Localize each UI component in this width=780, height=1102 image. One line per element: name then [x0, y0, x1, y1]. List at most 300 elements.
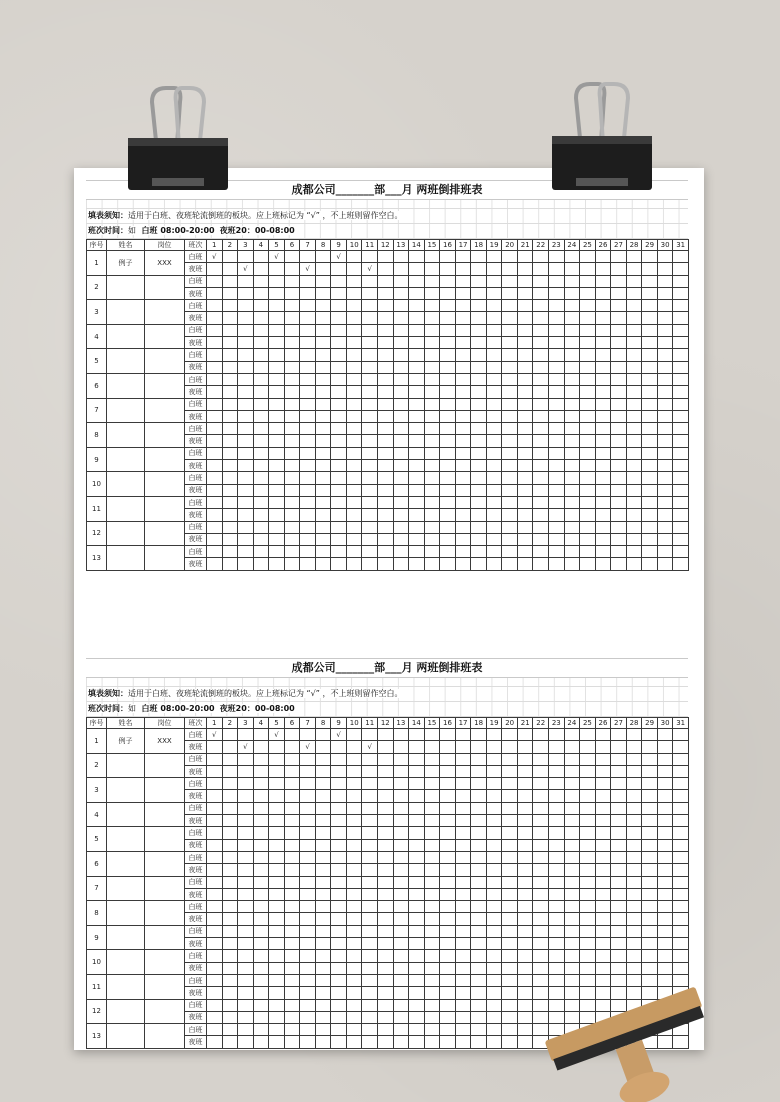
- day-cell[interactable]: [517, 888, 533, 900]
- day-cell[interactable]: [222, 778, 238, 790]
- day-cell[interactable]: [611, 423, 627, 435]
- day-cell[interactable]: [486, 827, 502, 839]
- day-cell[interactable]: [549, 925, 565, 937]
- day-cell[interactable]: [424, 423, 440, 435]
- day-cell[interactable]: [471, 815, 487, 827]
- day-cell[interactable]: [455, 509, 471, 521]
- day-cell[interactable]: [657, 864, 673, 876]
- day-cell[interactable]: [549, 435, 565, 447]
- day-cell[interactable]: [549, 950, 565, 962]
- day-cell[interactable]: [595, 398, 611, 410]
- day-cell[interactable]: [378, 484, 394, 496]
- day-cell[interactable]: [642, 864, 658, 876]
- day-cell[interactable]: [673, 851, 689, 863]
- day-cell[interactable]: [642, 496, 658, 508]
- day-cell[interactable]: [424, 496, 440, 508]
- day-cell[interactable]: [378, 851, 394, 863]
- day-cell[interactable]: [611, 558, 627, 570]
- day-cell[interactable]: [300, 950, 316, 962]
- day-cell[interactable]: [549, 901, 565, 913]
- day-cell[interactable]: [486, 962, 502, 974]
- day-cell[interactable]: [315, 1036, 331, 1048]
- day-cell[interactable]: [455, 373, 471, 385]
- day-cell[interactable]: [533, 484, 549, 496]
- day-cell[interactable]: [455, 938, 471, 950]
- day-cell[interactable]: [471, 386, 487, 398]
- day-cell[interactable]: [486, 974, 502, 986]
- day-cell[interactable]: [533, 753, 549, 765]
- day-cell[interactable]: [455, 275, 471, 287]
- day-cell[interactable]: [300, 460, 316, 472]
- day-cell[interactable]: [440, 361, 456, 373]
- day-cell[interactable]: [331, 275, 347, 287]
- day-cell[interactable]: [580, 324, 596, 336]
- day-cell[interactable]: [626, 435, 642, 447]
- day-cell[interactable]: [471, 999, 487, 1011]
- day-cell[interactable]: [517, 398, 533, 410]
- day-cell[interactable]: [284, 496, 300, 508]
- day-cell[interactable]: [486, 410, 502, 422]
- day-cell[interactable]: [238, 938, 254, 950]
- day-cell[interactable]: [642, 263, 658, 275]
- day-cell[interactable]: [222, 300, 238, 312]
- day-cell[interactable]: [502, 753, 518, 765]
- day-cell[interactable]: [533, 790, 549, 802]
- check-mark[interactable]: √: [207, 729, 223, 741]
- day-cell[interactable]: [533, 373, 549, 385]
- day-cell[interactable]: [269, 1024, 285, 1036]
- day-cell[interactable]: [455, 533, 471, 545]
- day-cell[interactable]: [222, 324, 238, 336]
- day-cell[interactable]: [222, 373, 238, 385]
- day-cell[interactable]: [595, 263, 611, 275]
- day-cell[interactable]: [222, 999, 238, 1011]
- day-cell[interactable]: [300, 484, 316, 496]
- day-cell[interactable]: [238, 765, 254, 777]
- day-cell[interactable]: [424, 790, 440, 802]
- day-cell[interactable]: [642, 509, 658, 521]
- day-cell[interactable]: [642, 337, 658, 349]
- day-cell[interactable]: [564, 802, 580, 814]
- day-cell[interactable]: [300, 324, 316, 336]
- day-cell[interactable]: [315, 398, 331, 410]
- day-cell[interactable]: [222, 950, 238, 962]
- day-cell[interactable]: [424, 361, 440, 373]
- day-cell[interactable]: [595, 827, 611, 839]
- day-cell[interactable]: [657, 839, 673, 851]
- day-cell[interactable]: [580, 839, 596, 851]
- day-cell[interactable]: [642, 447, 658, 459]
- day-cell[interactable]: [253, 729, 269, 741]
- day-cell[interactable]: [253, 373, 269, 385]
- day-cell[interactable]: [549, 373, 565, 385]
- day-cell[interactable]: [440, 275, 456, 287]
- day-cell[interactable]: [626, 484, 642, 496]
- day-cell[interactable]: [284, 546, 300, 558]
- day-cell[interactable]: [238, 987, 254, 999]
- day-cell[interactable]: [253, 913, 269, 925]
- day-cell[interactable]: [253, 962, 269, 974]
- day-cell[interactable]: [673, 410, 689, 422]
- day-cell[interactable]: [517, 337, 533, 349]
- day-cell[interactable]: [564, 263, 580, 275]
- check-mark[interactable]: √: [269, 729, 285, 741]
- day-cell[interactable]: [642, 361, 658, 373]
- day-cell[interactable]: [486, 790, 502, 802]
- day-cell[interactable]: [238, 484, 254, 496]
- day-cell[interactable]: [455, 398, 471, 410]
- day-cell[interactable]: [315, 509, 331, 521]
- day-cell[interactable]: [222, 533, 238, 545]
- day-cell[interactable]: [238, 349, 254, 361]
- day-cell[interactable]: [657, 324, 673, 336]
- check-mark[interactable]: √: [362, 263, 378, 275]
- day-cell[interactable]: [533, 765, 549, 777]
- day-cell[interactable]: [455, 410, 471, 422]
- day-cell[interactable]: [409, 521, 425, 533]
- day-cell[interactable]: [564, 533, 580, 545]
- day-cell[interactable]: [238, 410, 254, 422]
- day-cell[interactable]: [549, 962, 565, 974]
- day-cell[interactable]: [253, 312, 269, 324]
- day-cell[interactable]: [595, 839, 611, 851]
- day-cell[interactable]: [362, 447, 378, 459]
- day-cell[interactable]: [207, 324, 223, 336]
- day-cell[interactable]: [580, 509, 596, 521]
- day-cell[interactable]: [331, 312, 347, 324]
- day-cell[interactable]: [580, 423, 596, 435]
- position-cell[interactable]: [145, 1024, 185, 1049]
- day-cell[interactable]: [315, 337, 331, 349]
- day-cell[interactable]: [471, 925, 487, 937]
- day-cell[interactable]: [331, 765, 347, 777]
- day-cell[interactable]: [284, 1036, 300, 1048]
- day-cell[interactable]: [362, 546, 378, 558]
- day-cell[interactable]: [315, 373, 331, 385]
- day-cell[interactable]: [471, 938, 487, 950]
- day-cell[interactable]: [642, 741, 658, 753]
- day-cell[interactable]: [238, 802, 254, 814]
- day-cell[interactable]: [207, 447, 223, 459]
- day-cell[interactable]: [611, 546, 627, 558]
- day-cell[interactable]: [626, 373, 642, 385]
- day-cell[interactable]: [378, 876, 394, 888]
- day-cell[interactable]: [315, 521, 331, 533]
- day-cell[interactable]: [238, 815, 254, 827]
- check-mark[interactable]: √: [238, 741, 254, 753]
- position-cell[interactable]: [145, 300, 185, 325]
- day-cell[interactable]: [533, 496, 549, 508]
- day-cell[interactable]: [564, 925, 580, 937]
- day-cell[interactable]: [580, 533, 596, 545]
- day-cell[interactable]: [486, 373, 502, 385]
- day-cell[interactable]: [471, 901, 487, 913]
- day-cell[interactable]: [253, 509, 269, 521]
- check-mark[interactable]: √: [331, 251, 347, 263]
- day-cell[interactable]: [378, 778, 394, 790]
- day-cell[interactable]: [238, 300, 254, 312]
- day-cell[interactable]: [393, 287, 409, 299]
- day-cell[interactable]: [642, 398, 658, 410]
- employee-name-cell[interactable]: [107, 398, 145, 423]
- day-cell[interactable]: [533, 312, 549, 324]
- day-cell[interactable]: [673, 521, 689, 533]
- day-cell[interactable]: [222, 472, 238, 484]
- day-cell[interactable]: [642, 484, 658, 496]
- day-cell[interactable]: [222, 312, 238, 324]
- day-cell[interactable]: [269, 484, 285, 496]
- day-cell[interactable]: [533, 558, 549, 570]
- day-cell[interactable]: [409, 287, 425, 299]
- day-cell[interactable]: [455, 778, 471, 790]
- day-cell[interactable]: [517, 349, 533, 361]
- day-cell[interactable]: [657, 729, 673, 741]
- day-cell[interactable]: [502, 790, 518, 802]
- day-cell[interactable]: [207, 815, 223, 827]
- day-cell[interactable]: [564, 888, 580, 900]
- day-cell[interactable]: [455, 876, 471, 888]
- day-cell[interactable]: [393, 533, 409, 545]
- day-cell[interactable]: [378, 558, 394, 570]
- day-cell[interactable]: [471, 509, 487, 521]
- day-cell[interactable]: [626, 827, 642, 839]
- day-cell[interactable]: [486, 460, 502, 472]
- day-cell[interactable]: [393, 300, 409, 312]
- day-cell[interactable]: [315, 472, 331, 484]
- day-cell[interactable]: [378, 1024, 394, 1036]
- position-cell[interactable]: XXX: [145, 729, 185, 754]
- day-cell[interactable]: [580, 435, 596, 447]
- day-cell[interactable]: [595, 324, 611, 336]
- day-cell[interactable]: [486, 1036, 502, 1048]
- day-cell[interactable]: [486, 765, 502, 777]
- day-cell[interactable]: [564, 901, 580, 913]
- day-cell[interactable]: [269, 938, 285, 950]
- day-cell[interactable]: [564, 386, 580, 398]
- day-cell[interactable]: [611, 962, 627, 974]
- day-cell[interactable]: [564, 410, 580, 422]
- day-cell[interactable]: [346, 913, 362, 925]
- day-cell[interactable]: [409, 1011, 425, 1023]
- day-cell[interactable]: [455, 913, 471, 925]
- day-cell[interactable]: [517, 558, 533, 570]
- day-cell[interactable]: [393, 546, 409, 558]
- day-cell[interactable]: [253, 1011, 269, 1023]
- day-cell[interactable]: [471, 888, 487, 900]
- day-cell[interactable]: [595, 373, 611, 385]
- day-cell[interactable]: [362, 999, 378, 1011]
- day-cell[interactable]: [315, 987, 331, 999]
- day-cell[interactable]: [657, 950, 673, 962]
- day-cell[interactable]: [533, 913, 549, 925]
- day-cell[interactable]: [673, 287, 689, 299]
- day-cell[interactable]: [611, 263, 627, 275]
- day-cell[interactable]: [207, 521, 223, 533]
- day-cell[interactable]: [673, 546, 689, 558]
- day-cell[interactable]: [564, 423, 580, 435]
- day-cell[interactable]: [595, 913, 611, 925]
- day-cell[interactable]: [409, 349, 425, 361]
- day-cell[interactable]: [580, 753, 596, 765]
- day-cell[interactable]: [300, 398, 316, 410]
- day-cell[interactable]: [486, 876, 502, 888]
- day-cell[interactable]: [580, 484, 596, 496]
- day-cell[interactable]: [486, 300, 502, 312]
- day-cell[interactable]: [238, 753, 254, 765]
- day-cell[interactable]: [533, 851, 549, 863]
- day-cell[interactable]: [471, 337, 487, 349]
- day-cell[interactable]: [455, 435, 471, 447]
- day-cell[interactable]: [207, 300, 223, 312]
- day-cell[interactable]: [378, 999, 394, 1011]
- day-cell[interactable]: [517, 938, 533, 950]
- day-cell[interactable]: [315, 496, 331, 508]
- day-cell[interactable]: [455, 802, 471, 814]
- day-cell[interactable]: [393, 496, 409, 508]
- day-cell[interactable]: [455, 1024, 471, 1036]
- day-cell[interactable]: [207, 802, 223, 814]
- day-cell[interactable]: [238, 386, 254, 398]
- day-cell[interactable]: [207, 950, 223, 962]
- day-cell[interactable]: [626, 251, 642, 263]
- day-cell[interactable]: [424, 974, 440, 986]
- day-cell[interactable]: [673, 324, 689, 336]
- day-cell[interactable]: [207, 275, 223, 287]
- day-cell[interactable]: [626, 888, 642, 900]
- day-cell[interactable]: [564, 839, 580, 851]
- day-cell[interactable]: [331, 864, 347, 876]
- day-cell[interactable]: [595, 802, 611, 814]
- day-cell[interactable]: [471, 974, 487, 986]
- day-cell[interactable]: [486, 496, 502, 508]
- day-cell[interactable]: [331, 876, 347, 888]
- day-cell[interactable]: [207, 398, 223, 410]
- day-cell[interactable]: [502, 1024, 518, 1036]
- day-cell[interactable]: [657, 753, 673, 765]
- day-cell[interactable]: [673, 765, 689, 777]
- day-cell[interactable]: [331, 509, 347, 521]
- day-cell[interactable]: [378, 938, 394, 950]
- day-cell[interactable]: [533, 263, 549, 275]
- day-cell[interactable]: [362, 373, 378, 385]
- day-cell[interactable]: [346, 753, 362, 765]
- day-cell[interactable]: [238, 509, 254, 521]
- employee-name-cell[interactable]: [107, 925, 145, 950]
- day-cell[interactable]: [657, 398, 673, 410]
- day-cell[interactable]: [440, 827, 456, 839]
- day-cell[interactable]: [362, 410, 378, 422]
- day-cell[interactable]: [673, 925, 689, 937]
- day-cell[interactable]: [657, 300, 673, 312]
- day-cell[interactable]: [331, 901, 347, 913]
- day-cell[interactable]: [238, 521, 254, 533]
- day-cell[interactable]: [580, 950, 596, 962]
- day-cell[interactable]: [673, 349, 689, 361]
- position-cell[interactable]: [145, 546, 185, 571]
- day-cell[interactable]: [393, 435, 409, 447]
- day-cell[interactable]: [533, 337, 549, 349]
- day-cell[interactable]: [673, 373, 689, 385]
- day-cell[interactable]: [362, 349, 378, 361]
- day-cell[interactable]: [440, 496, 456, 508]
- day-cell[interactable]: [222, 790, 238, 802]
- day-cell[interactable]: [611, 729, 627, 741]
- day-cell[interactable]: [269, 324, 285, 336]
- day-cell[interactable]: [455, 423, 471, 435]
- day-cell[interactable]: [378, 435, 394, 447]
- day-cell[interactable]: [564, 300, 580, 312]
- day-cell[interactable]: [471, 1024, 487, 1036]
- day-cell[interactable]: [222, 263, 238, 275]
- day-cell[interactable]: [657, 496, 673, 508]
- day-cell[interactable]: [409, 460, 425, 472]
- day-cell[interactable]: [409, 361, 425, 373]
- day-cell[interactable]: [300, 275, 316, 287]
- day-cell[interactable]: [253, 447, 269, 459]
- day-cell[interactable]: [611, 398, 627, 410]
- day-cell[interactable]: [533, 546, 549, 558]
- day-cell[interactable]: [502, 1011, 518, 1023]
- day-cell[interactable]: [253, 410, 269, 422]
- day-cell[interactable]: [393, 263, 409, 275]
- position-cell[interactable]: [145, 778, 185, 803]
- day-cell[interactable]: [253, 435, 269, 447]
- day-cell[interactable]: [657, 287, 673, 299]
- day-cell[interactable]: [300, 729, 316, 741]
- day-cell[interactable]: [517, 864, 533, 876]
- day-cell[interactable]: [393, 888, 409, 900]
- day-cell[interactable]: [657, 509, 673, 521]
- day-cell[interactable]: [517, 999, 533, 1011]
- day-cell[interactable]: [642, 913, 658, 925]
- day-cell[interactable]: [626, 802, 642, 814]
- day-cell[interactable]: [564, 447, 580, 459]
- day-cell[interactable]: [455, 851, 471, 863]
- day-cell[interactable]: [502, 974, 518, 986]
- day-cell[interactable]: [284, 484, 300, 496]
- day-cell[interactable]: [393, 790, 409, 802]
- day-cell[interactable]: [409, 851, 425, 863]
- day-cell[interactable]: [424, 1024, 440, 1036]
- day-cell[interactable]: [269, 802, 285, 814]
- day-cell[interactable]: [455, 741, 471, 753]
- day-cell[interactable]: [346, 484, 362, 496]
- day-cell[interactable]: [549, 337, 565, 349]
- day-cell[interactable]: [471, 435, 487, 447]
- day-cell[interactable]: [580, 765, 596, 777]
- day-cell[interactable]: [238, 876, 254, 888]
- day-cell[interactable]: [549, 496, 565, 508]
- employee-name-cell[interactable]: [107, 373, 145, 398]
- day-cell[interactable]: [580, 888, 596, 900]
- day-cell[interactable]: [315, 876, 331, 888]
- day-cell[interactable]: [300, 410, 316, 422]
- day-cell[interactable]: [611, 815, 627, 827]
- day-cell[interactable]: [673, 778, 689, 790]
- day-cell[interactable]: [611, 361, 627, 373]
- day-cell[interactable]: [409, 938, 425, 950]
- day-cell[interactable]: [346, 398, 362, 410]
- employee-name-cell[interactable]: [107, 275, 145, 300]
- day-cell[interactable]: [207, 987, 223, 999]
- day-cell[interactable]: [207, 349, 223, 361]
- day-cell[interactable]: [315, 275, 331, 287]
- day-cell[interactable]: [300, 558, 316, 570]
- day-cell[interactable]: [300, 546, 316, 558]
- day-cell[interactable]: [611, 950, 627, 962]
- day-cell[interactable]: [424, 337, 440, 349]
- employee-name-cell[interactable]: [107, 950, 145, 975]
